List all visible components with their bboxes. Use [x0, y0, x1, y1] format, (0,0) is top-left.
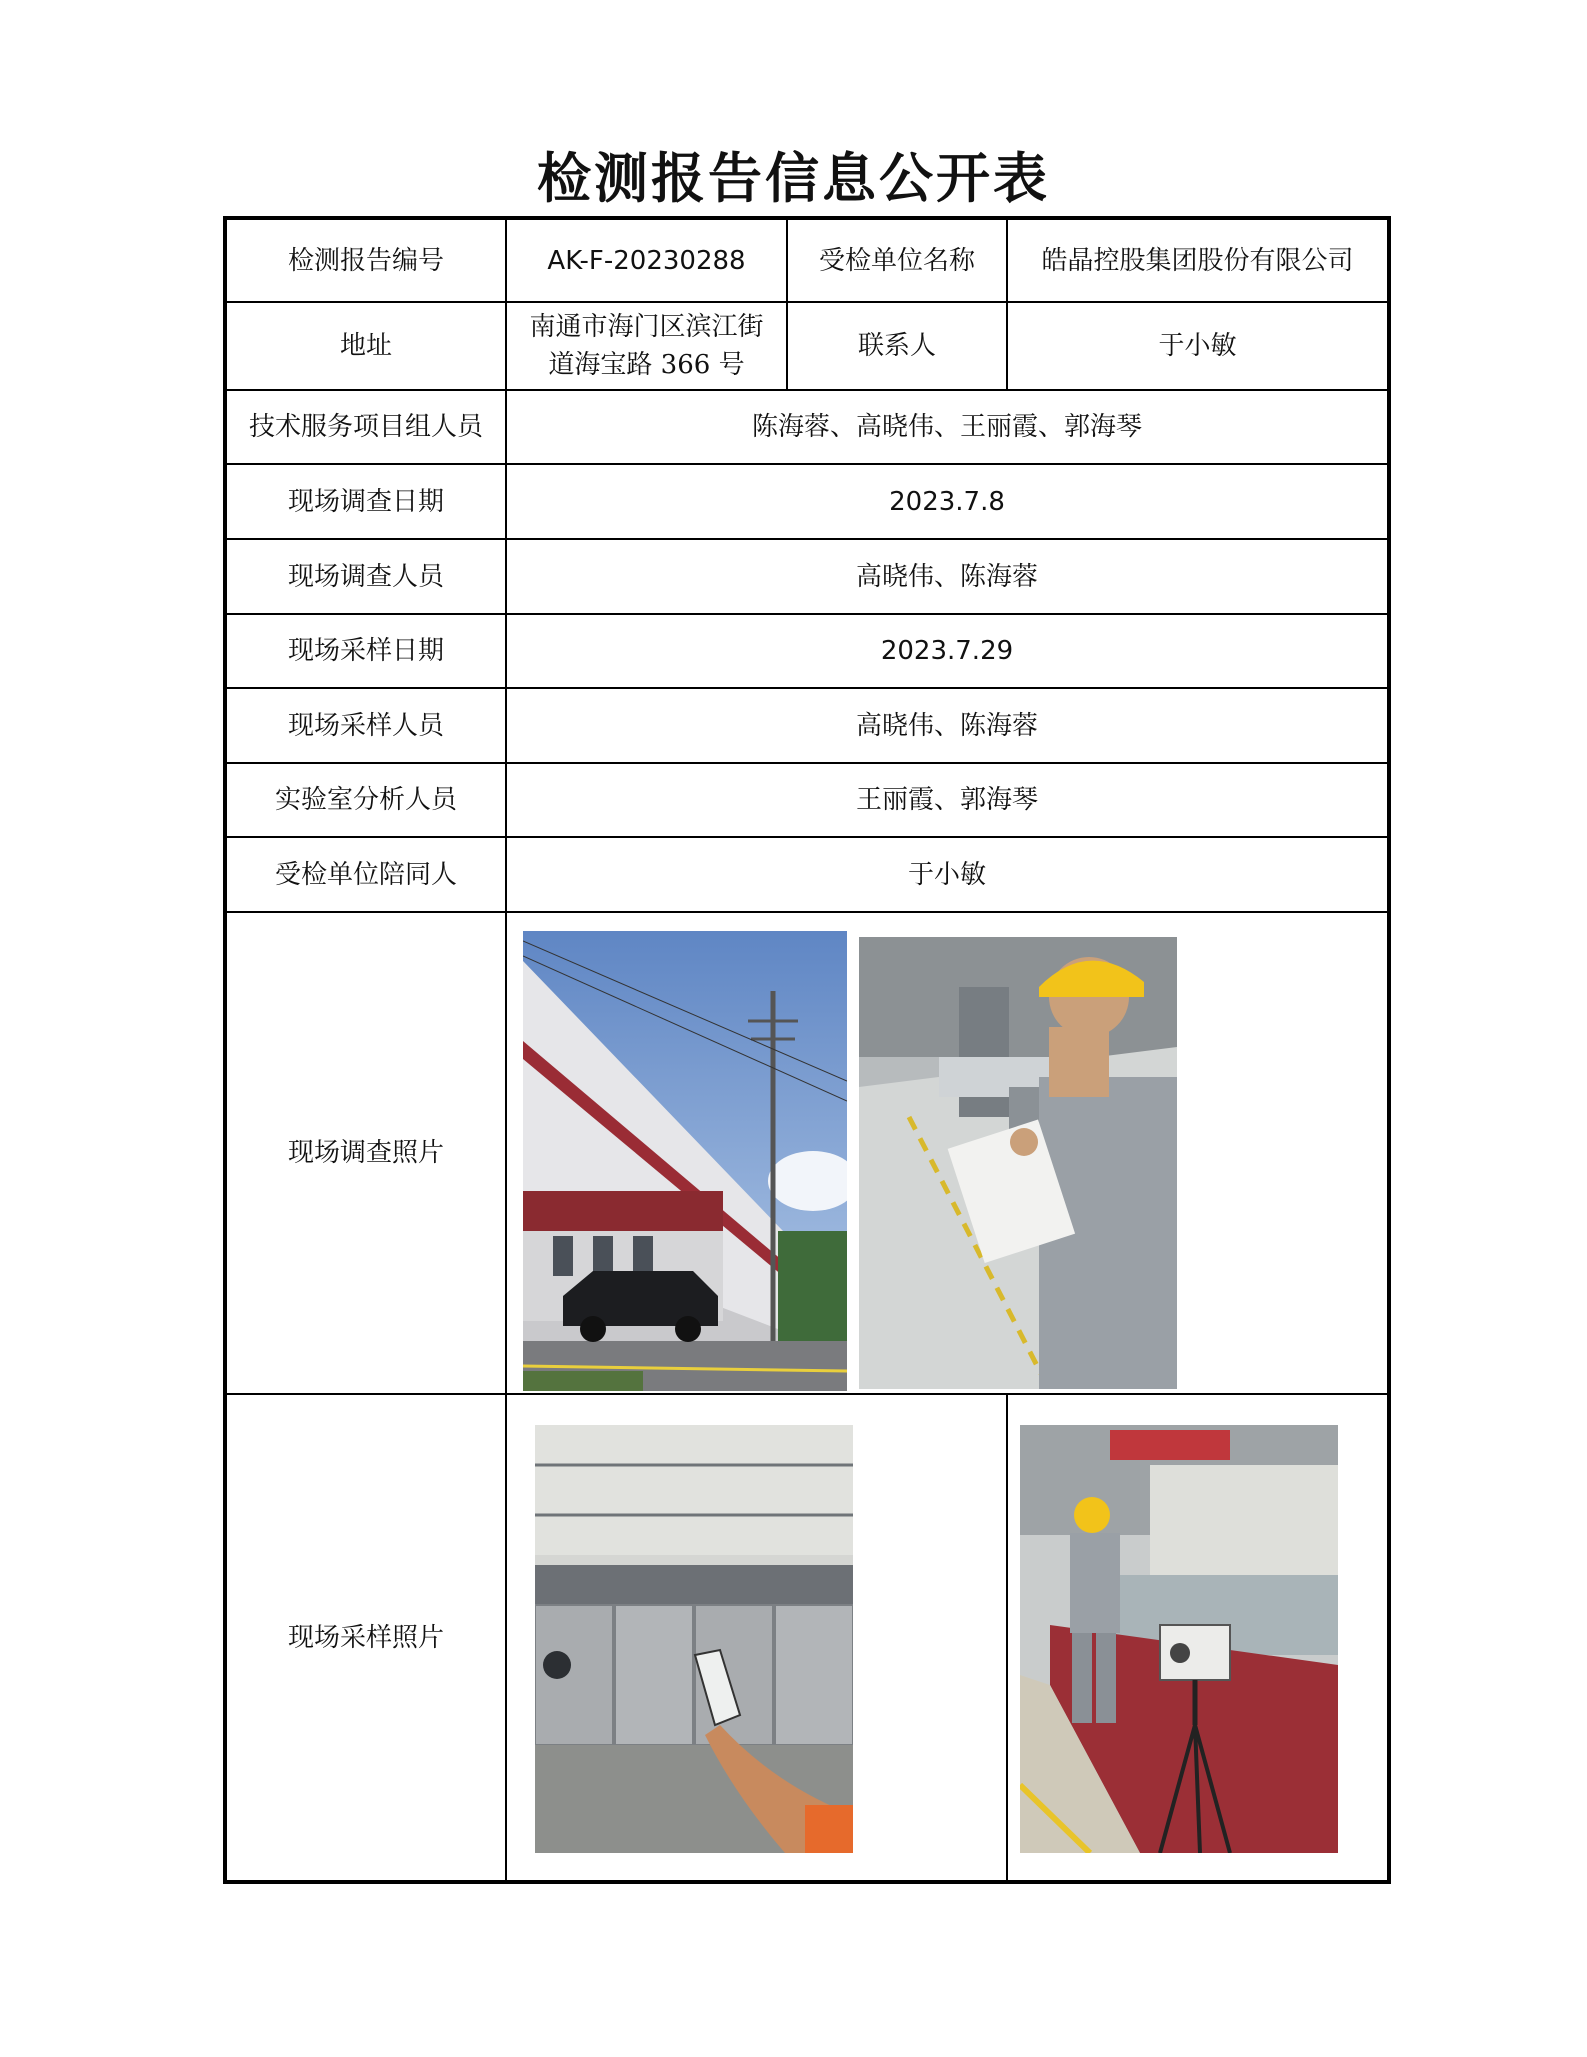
escort-value: 于小敏 — [506, 837, 1389, 912]
survey-staff-value: 高晓伟、陈海蓉 — [506, 539, 1389, 614]
address-line-1: 南通市海门区滨江街 — [529, 312, 764, 342]
report-number-label: 检测报告编号 — [225, 218, 506, 302]
table-row — [225, 614, 1389, 688]
factory-exterior-photo — [523, 931, 847, 1391]
table-row — [225, 763, 1389, 837]
table-row — [225, 302, 1389, 390]
table-row — [225, 912, 1389, 1394]
sampling-date-label: 现场采样日期 — [225, 614, 506, 688]
lab-staff-label: 实验室分析人员 — [225, 763, 506, 837]
survey-date-value: 2023.7.8 — [506, 464, 1389, 539]
table-row — [225, 218, 1389, 302]
lab-staff-value: 王丽霞、郭海琴 — [506, 763, 1389, 837]
table-row — [225, 390, 1389, 464]
report-number-value: AK-F-20230288 — [506, 218, 787, 302]
inspected-unit-value: 皓晶控股集团股份有限公司 — [1007, 218, 1389, 302]
worker-clipboard-photo — [859, 937, 1177, 1389]
contact-label: 联系人 — [787, 302, 1007, 390]
address-value — [506, 302, 787, 390]
table-row — [225, 539, 1389, 614]
inspected-unit-label: 受检单位名称 — [787, 218, 1007, 302]
page-title: 检测报告信息公开表 — [537, 146, 1050, 210]
team-label: 技术服务项目组人员 — [225, 390, 506, 464]
sampling-photos-cell-right — [1007, 1394, 1389, 1882]
sound-meter-photo — [535, 1425, 853, 1853]
contact-value: 于小敏 — [1007, 302, 1389, 390]
sampling-staff-label: 现场采样人员 — [225, 688, 506, 763]
sampling-photos-cell-left — [506, 1394, 1007, 1882]
escort-label: 受检单位陪同人 — [225, 837, 506, 912]
survey-photos-cell — [506, 912, 1389, 1394]
survey-staff-label: 现场调查人员 — [225, 539, 506, 614]
sampling-photos-label: 现场采样照片 — [225, 1394, 506, 1882]
team-value: 陈海蓉、高晓伟、王丽霞、郭海琴 — [506, 390, 1389, 464]
table-row — [225, 688, 1389, 763]
survey-photos-label: 现场调查照片 — [225, 912, 506, 1394]
sampling-date-value: 2023.7.29 — [506, 614, 1389, 688]
sampling-device-photo — [1020, 1425, 1338, 1853]
table-row — [225, 464, 1389, 539]
survey-date-label: 现场调查日期 — [225, 464, 506, 539]
table-row — [225, 837, 1389, 912]
report-table — [223, 216, 1391, 1884]
address-label: 地址 — [225, 302, 506, 390]
address-line-2: 道海宝路 366 号 — [548, 350, 745, 380]
table-row — [225, 1394, 1389, 1882]
sampling-staff-value: 高晓伟、陈海蓉 — [506, 688, 1389, 763]
